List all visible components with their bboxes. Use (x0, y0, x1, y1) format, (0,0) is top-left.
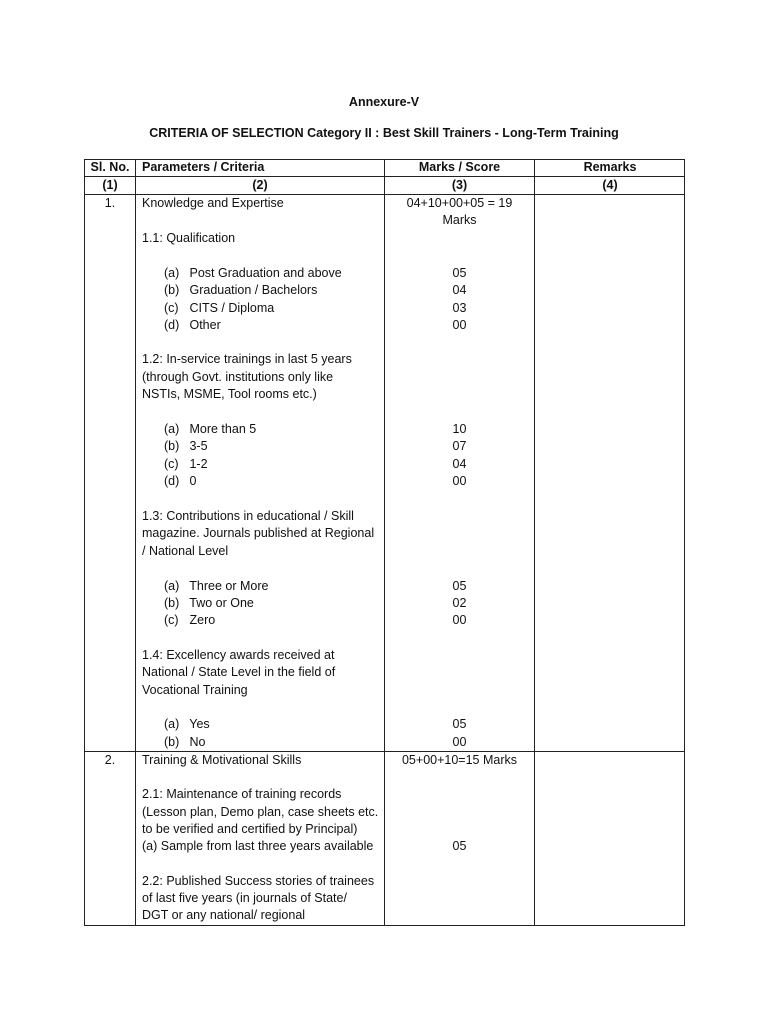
sub-1-4-title-l2: National / State Level in the field of (142, 665, 336, 679)
mark-1-1-a: 05 (452, 266, 467, 280)
option-1-3-a: (a) Three or More (164, 579, 269, 593)
mark-1-2-b: 07 (452, 439, 467, 453)
option-1-3-c: (c) Zero (164, 613, 216, 627)
option-1-1-a: (a) Post Graduation and above (164, 266, 342, 280)
option-1-1-b: (b) Graduation / Bachelors (164, 283, 318, 297)
row-1-title: Knowledge and Expertise (142, 196, 284, 210)
sub-2-1-title-l4: (a) Sample from last three years available (142, 839, 374, 853)
row-2-sl: 2. (104, 753, 116, 767)
mark-1-2-d: 00 (452, 474, 467, 488)
option-1-2-d: (d) 0 (164, 474, 197, 488)
sub-1-3-title-l2: magazine. Journals published at Regional (142, 526, 375, 540)
mark-1-4-a: 05 (452, 717, 467, 731)
col-header-remarks: Remarks (583, 160, 637, 174)
sub-2-2-title-l1: 2.2: Published Success stories of trainees (142, 874, 375, 888)
sub-1-3-title-l1: 1.3: Contributions in educational / Skill (142, 509, 354, 523)
option-1-2-c: (c) 1-2 (164, 457, 208, 471)
col-number-2: (2) (252, 178, 268, 192)
sub-2-2-title-l2: of last five years (in journals of State/ (142, 891, 347, 905)
sub-1-2-title-l1: 1.2: In-service trainings in last 5 years (142, 352, 352, 366)
sub-1-1-title: 1.1: Qualification (142, 231, 236, 245)
mark-1-3-b: 02 (452, 596, 467, 610)
document-heading: CRITERIA OF SELECTION Category II : Best Skill Trainers - Long-Term Training (149, 126, 619, 140)
mark-1-1-c: 03 (452, 301, 467, 315)
sub-1-2-title-l3: NSTIs, MSME, Tool rooms etc.) (142, 387, 317, 401)
row-1-total: 04+10+00+05 = 19 (406, 196, 513, 210)
sub-1-4-title-l1: 1.4: Excellency awards received at (142, 648, 335, 662)
sub-2-1-title-l1: 2.1: Maintenance of training records (142, 787, 342, 801)
col-header-sl: Sl. No. (90, 160, 130, 174)
option-1-2-a: (a) More than 5 (164, 422, 257, 436)
sub-1-3-title-l3: / National Level (142, 544, 229, 558)
col-number-3: (3) (451, 178, 468, 192)
row-1-total-unit: Marks (442, 213, 477, 227)
col-number-1: (1) (102, 178, 118, 192)
option-1-4-b: (b) No (164, 735, 206, 749)
mark-1-3-c: 00 (452, 613, 467, 627)
row-1-sl: 1. (104, 196, 116, 210)
sub-1-4-title-l3: Vocational Training (142, 683, 248, 697)
option-1-4-a: (a) Yes (164, 717, 210, 731)
sub-2-2-title-l3: DGT or any national/ regional (142, 908, 306, 922)
mark-1-1-b: 04 (452, 283, 467, 297)
mark-1-3-a: 05 (452, 579, 467, 593)
col-header-criteria: Parameters / Criteria (142, 160, 265, 174)
row-2-total: 05+00+10=15 Marks (401, 753, 517, 767)
mark-1-1-d: 00 (452, 318, 467, 332)
sub-2-1-title-l2: (Lesson plan, Demo plan, case sheets etc. (142, 805, 379, 819)
annexure-title: Annexure-V (348, 95, 420, 109)
col-header-marks: Marks / Score (418, 160, 501, 174)
option-1-3-b: (b) Two or One (164, 596, 254, 610)
option-1-2-b: (b) 3-5 (164, 439, 208, 453)
row-2-title: Training & Motivational Skills (142, 753, 302, 767)
mark-2-1-a: 05 (452, 839, 467, 853)
mark-1-2-a: 10 (452, 422, 467, 436)
sub-2-1-title-l3: to be verified and certified by Principal) (142, 822, 358, 836)
col-number-4: (4) (602, 178, 618, 192)
sub-1-2-title-l2: (through Govt. institutions only like (142, 370, 334, 384)
option-1-1-d: (d) Other (164, 318, 221, 332)
mark-1-2-c: 04 (452, 457, 467, 471)
mark-1-4-b: 00 (452, 735, 467, 749)
option-1-1-c: (c) CITS / Diploma (164, 301, 275, 315)
